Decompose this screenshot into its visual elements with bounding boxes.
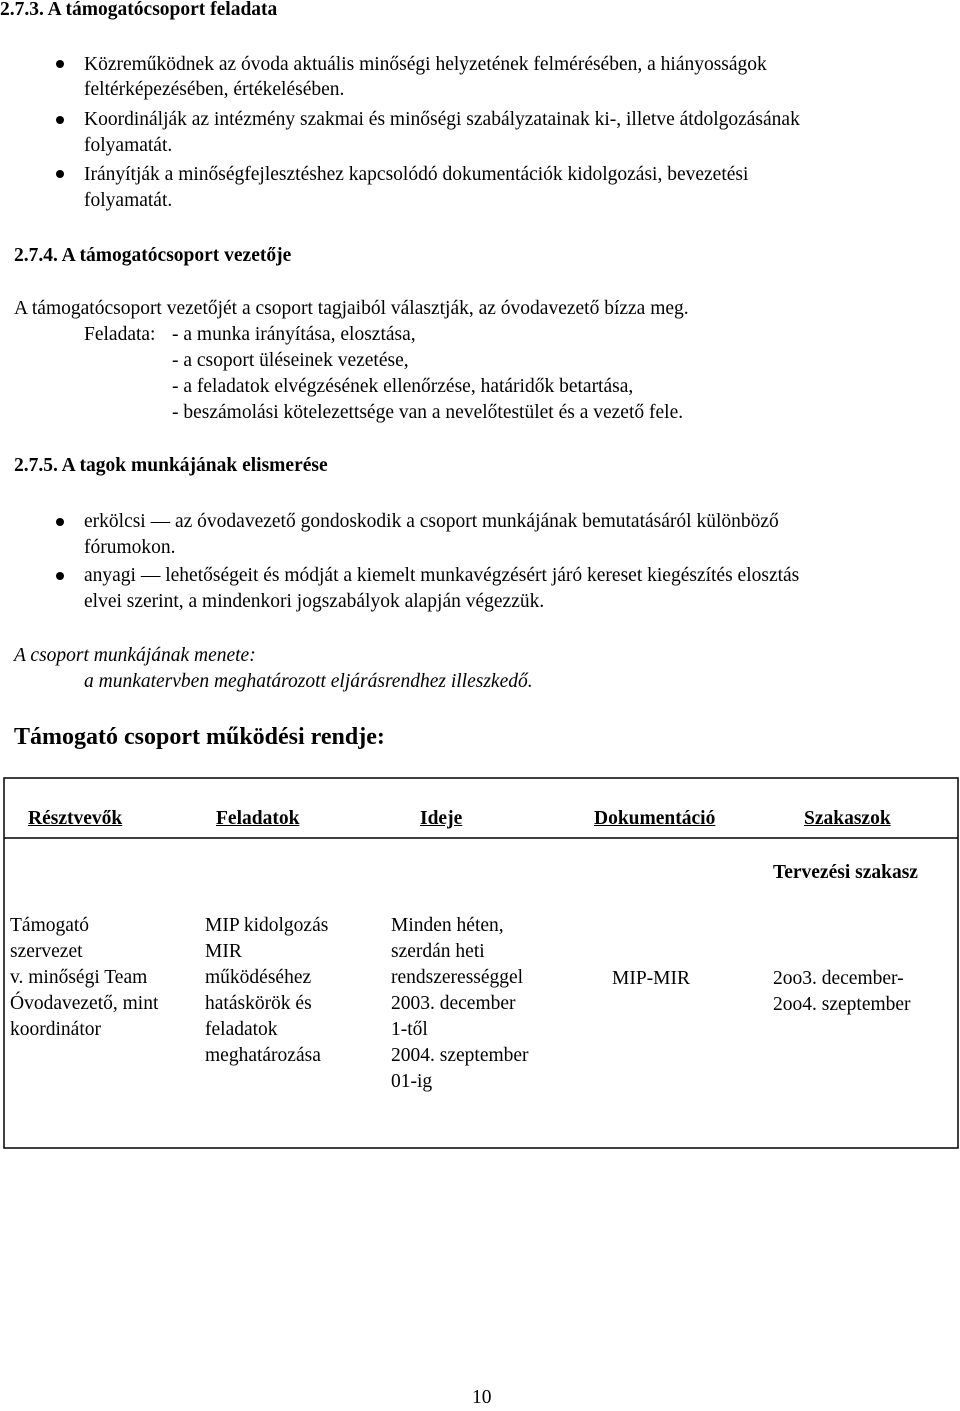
column-header: Dokumentáció	[594, 808, 716, 829]
page-number: 10	[472, 1387, 492, 1408]
table-cell-period: 2oo3. december- 2oo4. szeptember	[773, 968, 911, 1015]
task-line: - a munka irányítása, elosztása,	[172, 324, 416, 345]
table-cell-docs: MIP-MIR	[612, 968, 691, 989]
phase-label: Tervezési szakasz	[773, 862, 918, 883]
process-text: a munkatervben meghatározott eljárásrendhez illeszkedő.	[84, 671, 533, 692]
list-item: Közreműködnek az óvoda aktuális minőségi helyzetének felmérésében, a hiányosságok	[84, 54, 767, 75]
task-line: - a csoport üléseinek vezetése,	[172, 350, 409, 371]
list-item: Irányítják a minőségfejlesztéshez kapcsolódó dokumentációk kidolgozási, bevezetési	[84, 164, 749, 185]
heading-2-7-3: 2.7.3. A támogatócsoport feladata	[0, 0, 278, 20]
list-item: anyagi — lehetőségeit és módját a kiemelt munkavégzésért járó kereset kiegészítés elosztás	[84, 565, 800, 586]
list-item-continuation: folyamatát.	[84, 135, 173, 156]
paragraph: A támogatócsoport vezetőjét a csoport tagjaiból választják, az óvodavezető bízza meg.	[14, 298, 689, 319]
table-cell-time: Minden héten, szerdán heti rendszerességgel 2003. december 1-től 2004. szeptember 01-ig	[391, 915, 529, 1092]
task-line: - a feladatok elvégzésének ellenőrzése, határidők betartása,	[172, 376, 634, 397]
table-cell-tasks: MIP kidolgozás MIR működéséhez hatáskörök és feladatok meghatározása	[205, 915, 329, 1066]
heading-2-7-5: 2.7.5. A tagok munkájának elismerése	[14, 455, 328, 476]
list-item: erkölcsi — az óvodavezető gondoskodik a csoport munkájának bemutatásáról különböző	[84, 511, 779, 532]
table-title: Támogató csoport működési rendje:	[14, 724, 385, 750]
column-header: Ideje	[420, 808, 463, 829]
task-line: - beszámolási kötelezettsége van a nevelőtestület és a vezető fele.	[172, 402, 684, 423]
list-item-continuation: elvei szerint, a mindenkori jogszabályok alapján végezzük.	[84, 591, 545, 612]
table-cell-participants: Támogató szervezet v. minőségi Team Óvodavezető, mint koordinátor	[10, 915, 159, 1040]
list-item-continuation: fórumokon.	[84, 537, 176, 558]
process-label: A csoport munkájának menete:	[14, 645, 256, 666]
list-item: Koordinálják az intézmény szakmai és minőségi szabályzatainak ki-, illetve átdolgozásának	[84, 109, 800, 130]
column-header: Szakaszok	[804, 808, 891, 829]
column-header: Résztvevők	[28, 808, 123, 829]
tasks-label: Feladata:	[84, 324, 156, 345]
list-item-continuation: folyamatát.	[84, 190, 173, 211]
heading-2-7-4: 2.7.4. A támogatócsoport vezetője	[14, 245, 292, 266]
column-header: Feladatok	[216, 808, 300, 829]
list-item-continuation: feltérképezésében, értékelésében.	[84, 79, 345, 100]
